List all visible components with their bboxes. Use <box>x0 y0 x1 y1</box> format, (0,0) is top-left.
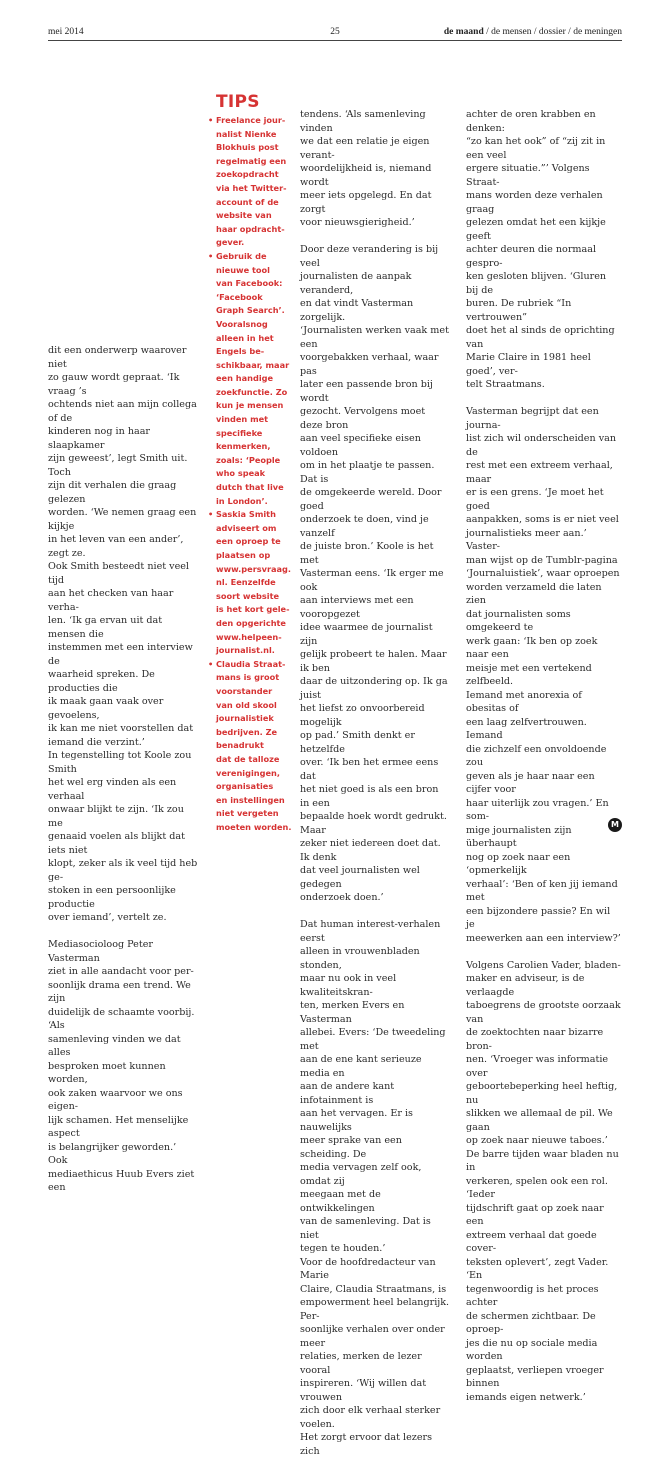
tip-text: Saskia Smith adviseert om een oproep te plaatsen op www.persvraag. nl. Eenzelfde soort website is het kort gele- den opgerichte www.helpeen- journalist.nl. <box>216 509 291 656</box>
bullet-icon: • <box>208 509 214 520</box>
tip-text: Claudia Straat- mans is groot voorstander van old skool journalistiek bedrijven. Ze benadrukt dat de talloze verenigingen, organisaties en instellingen niet vergeten moeten worden. <box>216 658 292 832</box>
tips-title: TIPS <box>216 92 260 112</box>
paragraph: Volgens Carolien Vader, bladen- maker en adviseur, is de verlaagde taboegrens de grootste oorzaak van de zoektochten naar bizarre bron- nen. ‘Vroeger was informatie over geboortebeperking heel heftig, nu slikken we allemaal de pil. We gaan op zoek naar nieuwe taboes.’ De barre tijden waar bladen nu in verkeren, spelen ook een rol. ‘Ieder tijdschrift gaat op zoek naar een extreem verhaal dat goede cover- teksten oplevert’, zegt Vader. ‘En tegenwoordig is het proces achter de schermen zichtbaar. De oproep- jes die nu op sociale media worden geplaatst, verliepen vroeger binnen iemands eigen netwerk.’ <box>466 959 621 1403</box>
article-column-3 <box>300 108 450 1458</box>
tips-list <box>208 114 292 834</box>
tip-item <box>208 508 292 658</box>
bullet-icon: • <box>208 658 214 669</box>
paragraph: dit een onderwerp waarover niet zo gauw wordt gepraat. ‘Ik vraag ’s ochtends niet aan mijn collega of de kinderen nog in haar slaapkamer zijn geweest’, legt Smith uit. Toch zijn dit verhalen die graag gelezen worden. ‘We nemen graag een kijkje in het leven van een ander’, zegt ze. Ook Smith besteedt niet veel tijd aan het checken van haar verha- len. ‘Ik ga ervan uit dat mensen die instemmen met een interview de waarheid spreken. De producties die ik maak gaan vaak over gevoelens, ik kan me niet voorstellen dat iemand die verzint.’ In tegenstelling tot Koole zou Smith het wel erg vinden als een verhaal onwaar blijkt te zijn. ‘Ik zou me genaaid voelen als blijkt dat iets niet klopt, zeker als ik veel tijd heb ge- stoken in een persoonlijke productie over iemand’, vertelt ze. <box>48 345 198 923</box>
article-column-1 <box>48 344 198 1195</box>
tip-text: Freelance jour- nalist Nienke Blokhuis post regelmatig een zoekopdracht via het Twitter- account of de website van haar opdracht- gever. <box>216 115 287 248</box>
page-number: 25 <box>330 27 340 37</box>
page-header <box>48 27 622 41</box>
bullet-icon: • <box>208 250 214 261</box>
paragraph: tendens. ‘Als samenleving vinden we dat een relatie je eigen verant- woordelijkheid is, niemand wordt meer iets opgelegd. En dat zorgt voor nieuwsgierigheid.’ <box>300 109 432 228</box>
section-nav-brand: de maand <box>443 27 484 37</box>
paragraph: achter de oren krabben en denken: “zo kan het ook” of “zij zit in een veel ergere situatie.”’ Volgens Straat- mans worden deze verhalen graag gelezen omdat het een kijkje geeft achter deuren die normaal gespro- ken gesloten blijven. ‘Gluren bij de buren. De rubriek “In vertrouwen” doet het al sinds de oprichting van Marie Claire in 1981 heel goed’, ver- telt Straatmans. <box>466 109 615 390</box>
tip-item <box>208 250 292 508</box>
section-nav-rest: / de mensen / dossier / de meningen <box>483 27 622 37</box>
section-nav <box>444 27 622 37</box>
magazine-logo-icon: M <box>608 818 622 832</box>
paragraph: Dat human interest-verhalen eerst alleen in vrouwenbladen stonden, maar nu ook in veel kwaliteitskran- ten, merken Evers en Vasterman allebei. Evers: ‘De tweedeling met aan de ene kant serieuze media en aan de andere kant infotainment is aan het vervagen. Er is nauwelijks meer sprake van een scheiding. De media vervagen zelf ook, omdat zij meegaan met de ontwikkelingen van de samenleving. Dat is niet tegen te houden.’ Voor de hoofdredacteur van Marie Claire, Claudia Straatmans, is empowerment heel belangrijk. Per- soonlijke verhalen over onder meer relaties, merken de lezer vooral inspireren. ‘Wij willen dat vrouwen zich door elk verhaal sterker voelen. Het zorgt ervoor dat lezers zich <box>300 919 450 1457</box>
paragraph: Mediasocioloog Peter Vasterman ziet in alle aandacht voor per- soonlijk drama een trend. We zijn duidelijk de schaamte voorbij. ‘Als samenleving vinden we dat alles besproken moet kunnen worden, ook zaken waarvoor we ons eigen- lijk schamen. Het menselijke aspect is belangrijker geworden.’ Ook mediaethicus Huub Evers ziet een <box>48 939 195 1193</box>
tip-text: Gebruik de nieuwe tool van Facebook: ‘Facebook Graph Search’. Vooralsnog alleen in het Engels be- schikbaar, maar een handige zoekfunctie. Zo kun je mensen vinden met specifieke kenmerken, zoals: ‘People who speak dutch that live in London’. <box>216 250 290 506</box>
paragraph: Vasterman begrijpt dat een journa- list zich wil onderscheiden van de rest met een extreem verhaal, maar er is een grens. ‘Je moet het goed aanpakken, soms is er niet veel journalistieks meer aan.’ Vaster- man wijst op de Tumblr-pagina ‘Journaluistiek’, waar oproepen worden verzameld die laten zien dat journalisten soms omgekeerd te werk gaan: ‘Ik ben op zoek naar een meisje met een vertekend zelfbeeld. Iemand met anorexia of obesitas of een laag zelfvertrouwen. Iemand die zichzelf een onvoldoende zou geven als je haar naar een cijfer voor haar uiterlijk zou vragen.’ En som- mige journalisten zijn überhaupt nog op zoek naar een ‘opmerkelijk verhaal’: ‘Ben of ken jij iemand met een bijzondere passie? En wil je meewerken aan een interview?’ <box>466 406 621 944</box>
article-column-4 <box>466 108 621 1404</box>
bullet-icon: • <box>208 115 214 125</box>
tip-item <box>208 114 292 250</box>
tip-item <box>208 658 292 835</box>
issue-date: mei 2014 <box>48 27 84 37</box>
tips-sidebar <box>208 92 292 834</box>
paragraph: Door deze verandering is bij veel journalisten de aanpak veranderd, en dat vindt Vasterman zorgelijk. ‘Journalisten werken vaak met een voorgebakken verhaal, waar pas later een passende bron bij wordt gezocht. Vervolgens moet deze bron aan veel specifieke eisen voldoen om in het plaatje te passen. Dat is de omgekeerde wereld. Door goed onderzoek te doen, vind je vanzelf de juiste bron.’ Koole is het met Vasterman eens. ‘Ik erger me ook aan interviews met een vooropgezet idee waarmee de journalist zijn gelijk probeert te halen. Maar ik ben daar de uitzondering op. Ik ga juist het liefst zo onvoorbereid mogelijk op pad.’ Smith denkt er hetzelfde over. ‘Ik ben het ermee eens dat het niet goed is als een bron in een bepaalde hoek wordt gedrukt. Maar zeker niet iedereen doet dat. Ik denk dat veel journalisten wel gedegen onderzoek doen.’ <box>300 244 449 903</box>
header-rule <box>48 40 622 41</box>
